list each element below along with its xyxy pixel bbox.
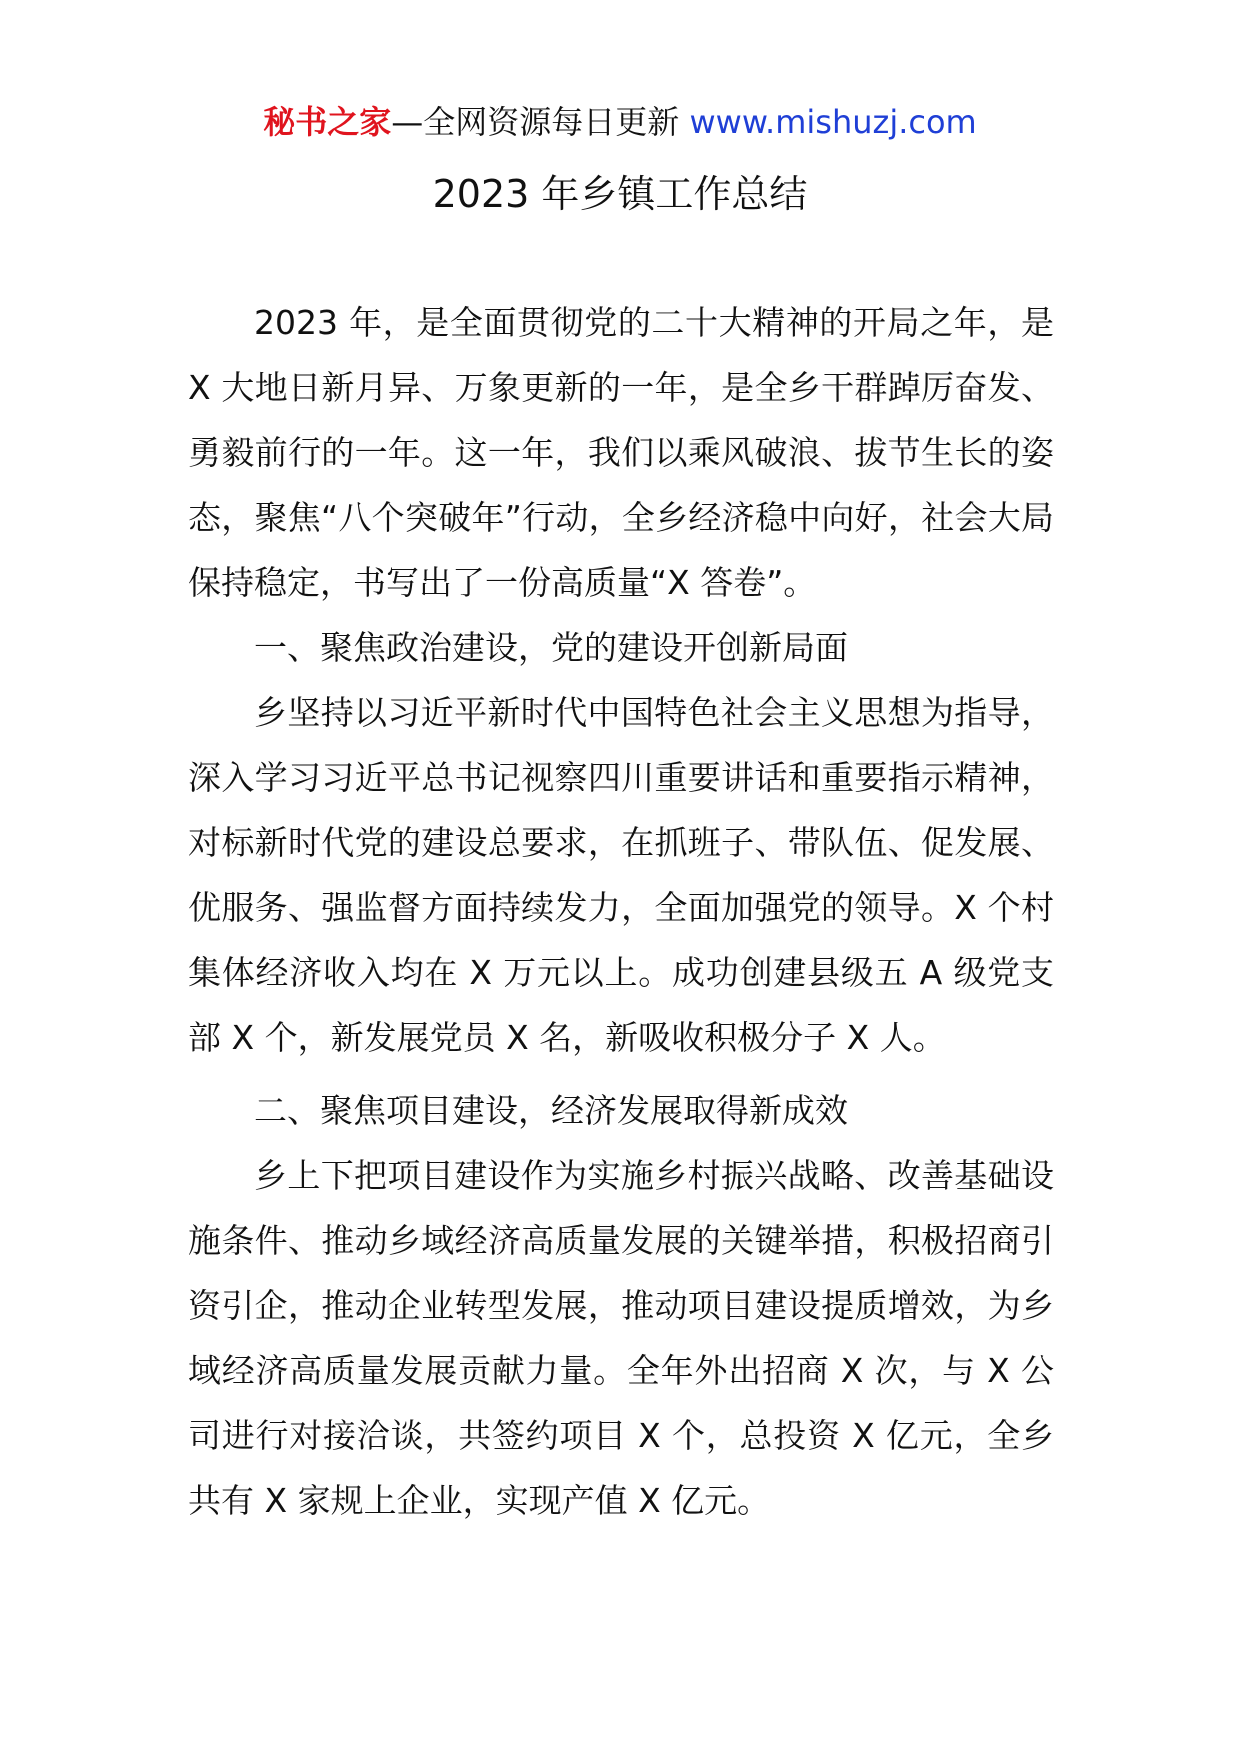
site-header [0, 100, 1240, 144]
section-paragraph-1: 乡坚持以习近平新时代中国特色社会主义思想为指导，深入学习习近平总书记视察四川重要讲话和重要指示精神，对标新时代党的建设总要求，在抓班子、带队伍、促发展、优服务、强监督方面持续发力，全面加强党的领导。X 个村集体经济收入均在 X 万元以上。成功创建县级五 A 级党支部 X 个，新发展党员 X 名，新吸收积极分子 X 人。 [188, 693, 1054, 1057]
document-title: 2023 年乡镇工作总结 [432, 172, 808, 216]
site-url-link[interactable]: www.mishuzj.com [689, 103, 977, 141]
header-slogan: —全网资源每日更新 [391, 103, 690, 141]
brand-name: 秘书之家 [263, 103, 392, 141]
document-body [188, 290, 1054, 1533]
section-heading-2: 二、聚焦项目建设，经济发展取得新成效 [254, 1091, 848, 1130]
intro-paragraph: 2023 年，是全面贯彻党的二十大精神的开局之年，是 X 大地日新月异、万象更新的一年，是全乡干群踔厉奋发、勇毅前行的一年。这一年，我们以乘风破浪、拔节生长的姿态，聚焦“八个突破年”行动，全乡经济稳中向好，社会大局保持稳定，书写出了一份高质量“X 答卷”。 [188, 303, 1054, 602]
section-paragraph-2: 乡上下把项目建设作为实施乡村振兴战略、改善基础设施条件、推动乡域经济高质量发展的关键举措，积极招商引资引企，推动企业转型发展，推动项目建设提质增效，为乡域经济高质量发展贡献力量。全年外出招商 X 次，与 X 公司进行对接洽谈，共签约项目 X 个，总投资 X 亿元，全乡共有 X 家规上企业，实现产值 X 亿元。 [188, 1156, 1054, 1520]
section-heading-1: 一、聚焦政治建设，党的建设开创新局面 [254, 628, 848, 667]
